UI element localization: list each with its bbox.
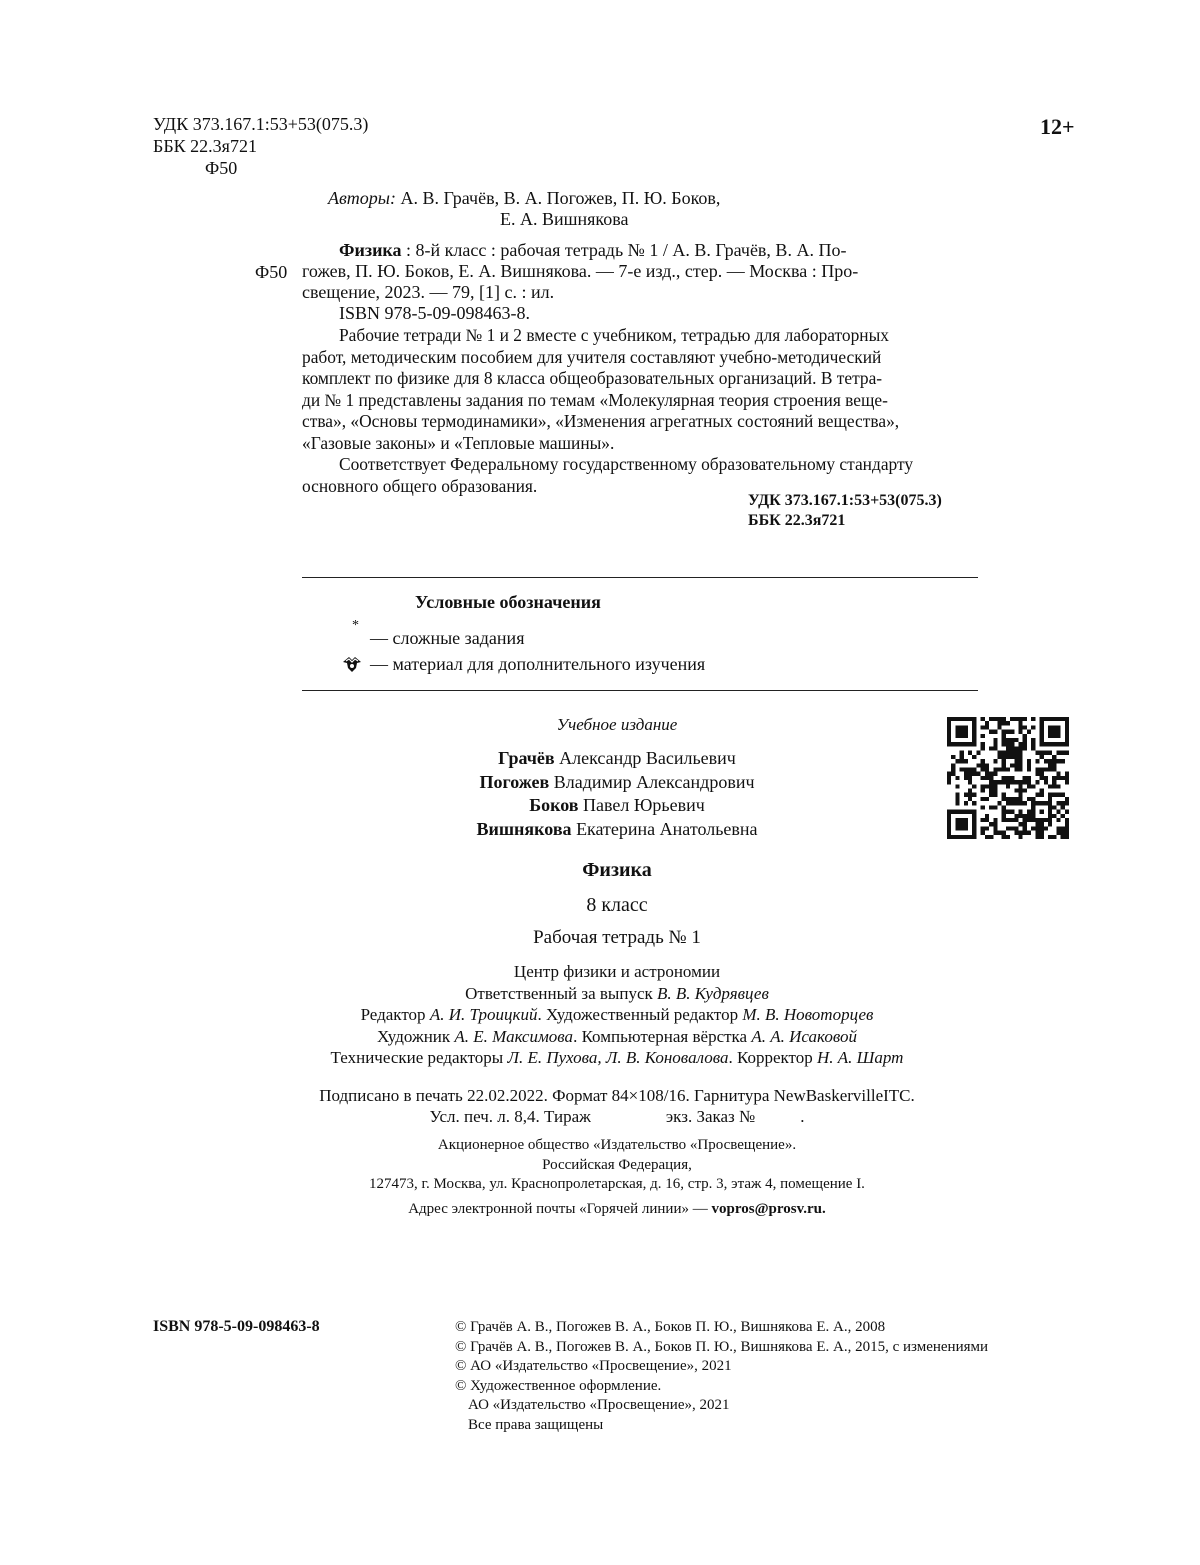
person-name: Александр Васильевич (554, 748, 736, 768)
bib-line2: гожев, П. Ю. Боков, Е. А. Вишнякова. — 7-е изд., стер. — Москва : Про- (302, 261, 859, 281)
header-udk: УДК 373.167.1:53+53(075.3) (153, 114, 369, 134)
person-name: Павел Юрьевич (578, 795, 705, 815)
email-label: Адрес электронной почты «Горячей линии» — (408, 1201, 712, 1217)
person-surname: Грачёв (498, 748, 555, 768)
authors-label: Авторы: (328, 188, 396, 208)
credits-responsible (0, 983, 1200, 1005)
publisher-line3: 127473, г. Москва, ул. Краснопролетарская, д. 16, стр. 3, этаж 4, помещение I. (369, 1176, 865, 1192)
credits-center: Центр физики и астрономии (513, 962, 721, 981)
credits-artist (0, 1026, 1200, 1048)
person-1 (0, 747, 1200, 771)
copyright-line: АО «Издательство «Просвещение», 2021 (468, 1397, 730, 1413)
bibliographic-block (302, 240, 978, 324)
credit-label: Технические редакторы (330, 1048, 508, 1067)
legend-item-extra: — материал для дополнительного изучения (370, 654, 706, 674)
print-order: экз. Заказ № (665, 1107, 756, 1126)
credit-label: Ответственный за выпуск (465, 983, 657, 1003)
header-code: Ф50 (205, 158, 238, 178)
age-rating: 12+ (1040, 114, 1075, 139)
copyright-line: © АО «Издательство «Просвещение», 2021 (455, 1358, 732, 1374)
book-title: Физика (582, 859, 652, 881)
authors-names: А. В. Грачёв, В. А. Погожев, П. Ю. Боков, (400, 188, 721, 208)
divider-top (302, 577, 978, 578)
bib-isbn: ISBN 978-5-09-098463-8. (339, 303, 530, 323)
print-info (0, 1085, 1200, 1127)
book-subtitle: Рабочая тетрадь № 1 (533, 927, 701, 948)
publisher-line2: Российская Федерация, (542, 1156, 692, 1173)
person-3 (0, 794, 1200, 818)
credit-name: В. В. Кудрявцев (657, 983, 769, 1003)
copyright-line: © Грачёв А. В., Погожев В. А., Боков П. Ю., Вишнякова Е. А., 2015, с изменениями (455, 1338, 989, 1355)
annotation-line: комплект по физике для 8 класса общеобразовательных организаций. В тетра- (302, 368, 883, 388)
copyright-line: © Художественное оформление. (455, 1377, 662, 1394)
credit-label: Художник (377, 1026, 455, 1046)
credits (0, 961, 1200, 1069)
persons (0, 747, 1200, 841)
hand-book-icon (340, 652, 364, 676)
publisher-email-line (0, 1201, 1200, 1218)
print-line2 (0, 1106, 1200, 1127)
standard-line: основного общего образования. (302, 475, 538, 496)
bib-bbk: ББК 22.3я721 (748, 512, 846, 529)
standard-line: Соответствует Федеральному государственному образовательному стандарту (339, 454, 914, 474)
credit-name: А. И. Троицкий (429, 1005, 538, 1024)
credits-editors (0, 1004, 1200, 1026)
credit-label: . Компьютерная вёрстка (573, 1026, 752, 1046)
bib-title: Физика (339, 240, 402, 260)
edition-type: Учебное издание (556, 715, 678, 734)
person-surname: Вишнякова (476, 818, 572, 839)
person-name: Екатерина Анатольевна (571, 818, 758, 839)
authors-line1 (328, 188, 720, 209)
credit-label: . Корректор (728, 1048, 817, 1067)
copyright-block (455, 1318, 988, 1435)
credits-tech (0, 1047, 1200, 1069)
print-line1: Подписано в печать 22.02.2022. Формат 84×108/16. Гарнитура NewBaskervilleITC. (319, 1086, 915, 1105)
publisher-line1: Акционерное общество «Издательство «Просвещение». (437, 1137, 797, 1153)
credit-label: Редактор (360, 1005, 430, 1024)
divider-bottom (302, 690, 978, 691)
person-4 (0, 818, 1200, 842)
annotation (302, 325, 978, 497)
annotation-line: ди № 1 представлены задания по темам «Молекулярная теория строения веще- (302, 389, 888, 410)
print-run: Усл. печ. л. 8,4. Тираж (429, 1107, 591, 1126)
copyright-line: Все права защищены (468, 1416, 604, 1433)
authors-line2: Е. А. Вишнякова (500, 209, 629, 229)
book-grade: 8 класс (586, 894, 648, 916)
annotation-line: ства», «Основы термодинамики», «Изменения агрегатных состояний вещества», (302, 411, 900, 431)
edition-type-wrap (0, 715, 1200, 735)
person-name: Владимир Александрович (549, 771, 755, 792)
bib-udk: УДК 373.167.1:53+53(075.3) (748, 492, 942, 509)
legend-title: Условные обозначения (415, 592, 601, 612)
asterisk-icon: * (352, 618, 359, 633)
bib-line1-rest: : 8-й класс : рабочая тетрадь № 1 / А. В. Грачёв, В. А. По- (401, 240, 847, 260)
credit-name: А. Е. Максимова (454, 1026, 574, 1046)
credit-label: . Художественный редактор (537, 1005, 743, 1024)
annotation-line: работ, методическим пособием для учителя составляют учебно-методический (302, 346, 882, 367)
person-2 (0, 771, 1200, 795)
person-surname: Боков (529, 795, 579, 815)
print-end: . (800, 1107, 805, 1126)
publisher (0, 1136, 1200, 1195)
header-bbk: ББК 22.3я721 (153, 136, 257, 156)
legend-item-hard: — сложные задания (370, 628, 525, 648)
annotation-line: «Газовые законы» и «Тепловые машины». (302, 432, 615, 453)
person-surname: Погожев (479, 771, 550, 792)
bib-line3: свещение, 2023. — 79, [1] с. : ил. (302, 282, 555, 302)
annotation-line: Рабочие тетради № 1 и 2 вместе с учебником, тетрадью для лабораторных (339, 325, 889, 345)
footer-isbn: ISBN 978-5-09-098463-8 (153, 1318, 320, 1335)
copyright-line: © Грачёв А. В., Погожев В. А., Боков П. Ю., Вишнякова Е. А., 2008 (455, 1319, 886, 1335)
credit-name: М. В. Новоторцев (742, 1005, 874, 1024)
credit-name: А. А. Исаковой (751, 1026, 857, 1046)
credit-name: Л. Е. Пухова, Л. В. Коновалова (507, 1048, 729, 1067)
credit-name: Н. А. Шарт (816, 1048, 904, 1067)
email-link[interactable]: vopros@prosv.ru. (711, 1201, 826, 1217)
bib-side-code: Ф50 (255, 262, 288, 282)
bib-line1 (302, 240, 978, 261)
